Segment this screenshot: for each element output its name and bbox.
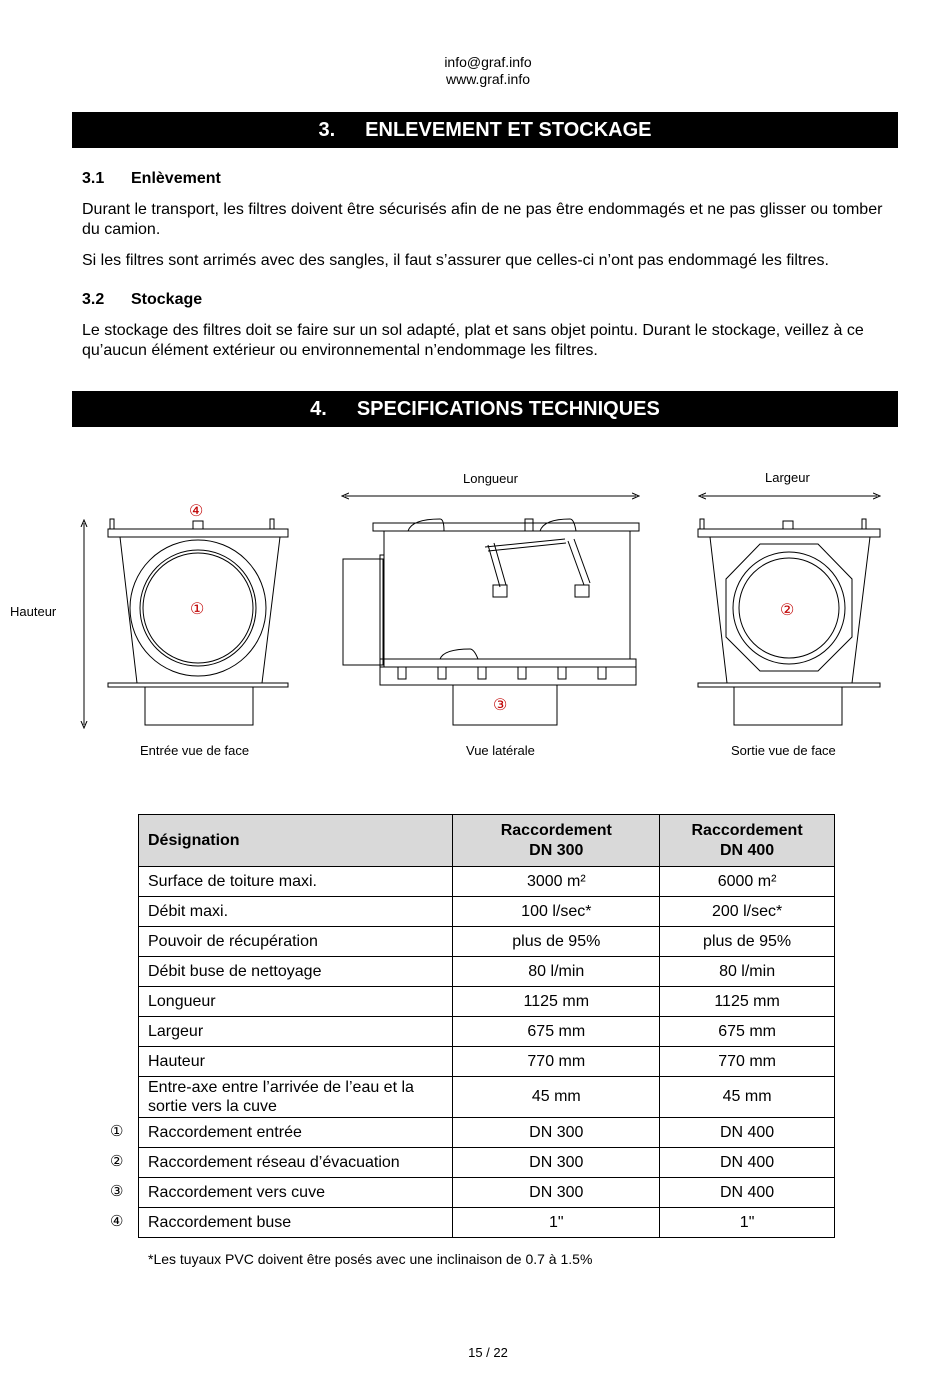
dn400-value: 1"	[660, 1208, 835, 1238]
dn400-value: 675 mm	[660, 1017, 835, 1047]
dn300-value: DN 300	[453, 1178, 660, 1208]
row-label: Pouvoir de récupération	[139, 927, 453, 957]
section-3-title: ENLEVEMENT ET STOCKAGE	[365, 119, 652, 141]
row-marker: ③	[110, 1182, 124, 1200]
row-label: Surface de toiture maxi.	[139, 867, 453, 897]
section-4-number: 4.	[310, 398, 327, 420]
dn400-value: 770 mm	[660, 1047, 835, 1077]
dn400-value: 45 mm	[660, 1077, 835, 1118]
table-row	[139, 1118, 835, 1148]
table-row	[139, 1077, 835, 1118]
row-label: Hauteur	[139, 1047, 453, 1077]
row-marker: ④	[110, 1212, 124, 1230]
table-row	[139, 1047, 835, 1077]
table-row	[139, 1017, 835, 1047]
row-label: Longueur	[139, 987, 453, 1017]
row-label: Raccordement entrée	[139, 1118, 453, 1148]
front-view-drawing	[108, 519, 288, 725]
dn300-value: 45 mm	[453, 1077, 660, 1118]
dn300-value: 3000 m²	[453, 867, 660, 897]
technical-drawing	[0, 455, 950, 775]
subsection-3-2-title: 3.2 Stockage	[82, 291, 203, 308]
table-header-row	[139, 815, 835, 867]
section-3-heading	[72, 112, 898, 148]
marker-4-drawing: ④	[189, 503, 204, 520]
marker-2-drawing: ②	[780, 602, 795, 619]
table-row	[139, 897, 835, 927]
subsection-3-1-title: 3.1 Enlèvement	[82, 170, 221, 187]
dn300-value: DN 300	[453, 1148, 660, 1178]
section-4-heading	[72, 391, 898, 427]
table-row	[139, 1148, 835, 1178]
row-label: Raccordement réseau d’évacuation	[139, 1148, 453, 1178]
table-row	[139, 1178, 835, 1208]
header-website: www.graf.info	[445, 71, 531, 87]
row-label: Débit maxi.	[139, 897, 453, 927]
dn400-value: DN 400	[660, 1178, 835, 1208]
subsection-3-1-paragraph-2: Si les filtres sont arrimés avec des sangles, il faut s’assurer que celles-ci n’ont pas endommagé les filtres.	[82, 252, 829, 269]
section-3-number: 3.	[318, 119, 336, 141]
dn400-value: plus de 95%	[660, 927, 835, 957]
dn300-value: 675 mm	[453, 1017, 660, 1047]
table-row	[139, 867, 835, 897]
dn400-value: 1125 mm	[660, 987, 835, 1017]
subsection-3-2-paragraph: Le stockage des filtres doit se faire sur un sol adapté, plat et sans objet pointu. Durant le stockage, veillez à ce qu’aucun élément extérieur ou environnemental n’endommage les filtres.	[82, 322, 864, 359]
table-row	[139, 957, 835, 987]
row-label: Débit buse de nettoyage	[139, 957, 453, 987]
table-row	[139, 987, 835, 1017]
marker-3-drawing: ③	[493, 697, 508, 714]
dn300-value: 1125 mm	[453, 987, 660, 1017]
dn400-value: DN 400	[660, 1148, 835, 1178]
header-dn300: Raccordement DN 300	[453, 815, 660, 867]
footnote: *Les tuyaux PVC doivent être posés avec une inclinaison de 0.7 à 1.5%	[148, 1251, 593, 1267]
outlet-view-drawing	[698, 519, 880, 725]
row-label: Raccordement buse	[139, 1208, 453, 1238]
dn300-value: 80 l/min	[453, 957, 660, 987]
specifications-table	[138, 814, 835, 1238]
marker-1-drawing: ①	[190, 601, 205, 618]
header-designation: Désignation	[139, 815, 453, 867]
side-view-drawing	[343, 519, 639, 725]
dn400-value: DN 400	[660, 1118, 835, 1148]
dn400-value: 80 l/min	[660, 957, 835, 987]
row-label: Largeur	[139, 1017, 453, 1047]
table-row	[139, 1208, 835, 1238]
header-contact	[0, 54, 950, 88]
row-label: Entre-axe entre l’arrivée de l’eau et la sortie vers la cuve	[139, 1077, 453, 1118]
height-label: Hauteur	[10, 604, 57, 619]
caption-front-view: Entrée vue de face	[140, 743, 250, 758]
caption-outlet-view: Sortie vue de face	[731, 743, 836, 758]
dn400-value: 200 l/sec*	[660, 897, 835, 927]
table-row	[139, 927, 835, 957]
header-email: info@graf.info	[444, 54, 532, 70]
width-label: Largeur	[765, 470, 810, 485]
dn300-value: DN 300	[453, 1118, 660, 1148]
dn300-value: 770 mm	[453, 1047, 660, 1077]
dn400-value: 6000 m²	[660, 867, 835, 897]
length-label: Longueur	[463, 471, 518, 486]
page-number: 15 / 22	[468, 1345, 508, 1360]
subsection-3-1-paragraph-1: Durant le transport, les filtres doivent être sécurisés afin de ne pas être endommagés et ne pas glisser ou tomber du camion.	[82, 201, 883, 238]
row-marker: ①	[110, 1122, 124, 1140]
row-label: Raccordement vers cuve	[139, 1178, 453, 1208]
dn300-value: 1"	[453, 1208, 660, 1238]
filter-drawings-svg	[0, 455, 950, 775]
dn300-value: 100 l/sec*	[453, 897, 660, 927]
dn300-value: plus de 95%	[453, 927, 660, 957]
header-dn400: Raccordement DN 400	[660, 815, 835, 867]
row-marker: ②	[110, 1152, 124, 1170]
section-4-title: SPECIFICATIONS TECHNIQUES	[356, 398, 660, 420]
caption-side-view: Vue latérale	[466, 743, 535, 758]
